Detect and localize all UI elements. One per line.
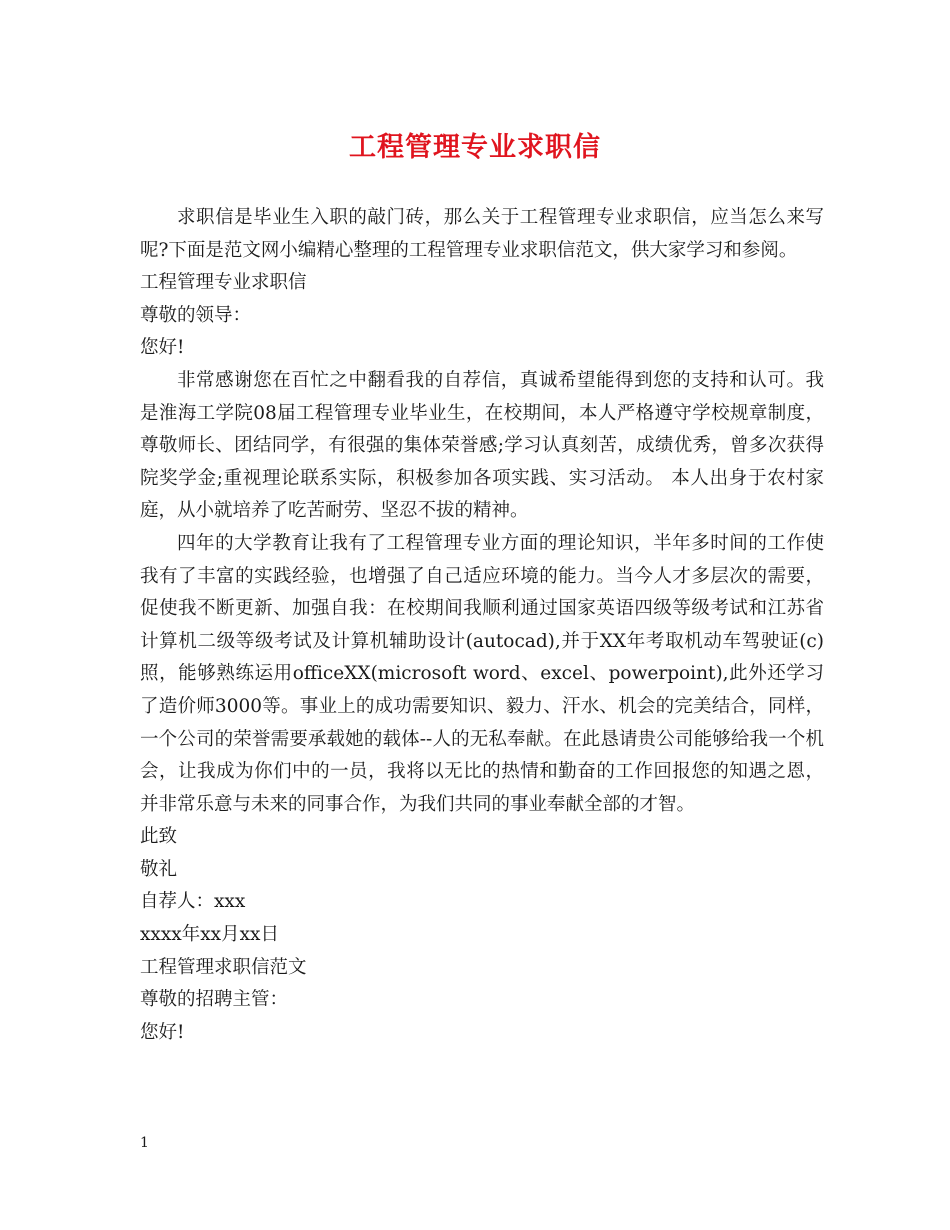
document-body [140,202,824,1049]
signature-line: 自荐人：xxx [140,891,246,913]
date-line: xxxx年xx月xx日 [140,924,279,946]
greeting: 您好! [140,337,185,359]
letter-heading: 工程管理专业求职信 [140,272,307,294]
closing-regards: 敬礼 [140,858,178,880]
document-title: 工程管理专业求职信 [349,132,601,163]
salutation: 尊敬的领导： [140,304,252,326]
second-letter-heading: 工程管理求职信范文 [140,956,307,978]
body-paragraph: 四年的大学教育让我有了工程管理专业方面的理论知识，半年多时间的工作使我有了丰富的实践经验，也增强了自己适应环境的能力。当今人才多层次的需要，促使我不断更新、加强自我：在校期间我顺利通过国家英语四级等级考试和江苏省计算机二级等级考试及计算机辅助设计(autocad),并于XX年考取机动车驾驶证(c)照，能够熟练运用officeXX(microsoft word、excel、powerpoint),此外还学习了造价师3000等。事业上的成功需要知识、毅力、汗水、机会的完美结合，同样，一个公司的荣誉需要承载她的载体--人的无私奉献。在此恳请贵公司能够给我一个机会，让我成为你们中的一员，我将以无比的热情和勤奋的工作回报您的知遇之恩，并非常乐意与未来的同事合作，为我们共同的事业奉献全部的才智。 [140,532,824,815]
closing-line: 此致 [140,826,178,848]
second-greeting: 您好! [140,1021,185,1043]
intro-paragraph: 求职信是毕业生入职的敲门砖，那么关于工程管理专业求职信，应当怎么来写呢?下面是范文网小编精心整理的工程管理专业求职信范文，供大家学习和参阅。 [140,207,824,261]
second-salutation: 尊敬的招聘主管： [140,989,289,1011]
body-paragraph: 非常感谢您在百忙之中翻看我的自荐信，真诚希望能得到您的支持和认可。我是淮海工学院08届工程管理专业毕业生，在校期间，本人严格遵守学校规章制度，尊敬师长、团结同学，有很强的集体荣誉感;学习认真刻苦，成绩优秀，曾多次获得院奖学金;重视理论联系实际，积极参加各项实践、实习活动。 本人出身于农村家庭，从小就培养了吃苦耐劳、坚忍不拔的精神。 [140,369,824,522]
page-number: 1 [140,1135,149,1151]
